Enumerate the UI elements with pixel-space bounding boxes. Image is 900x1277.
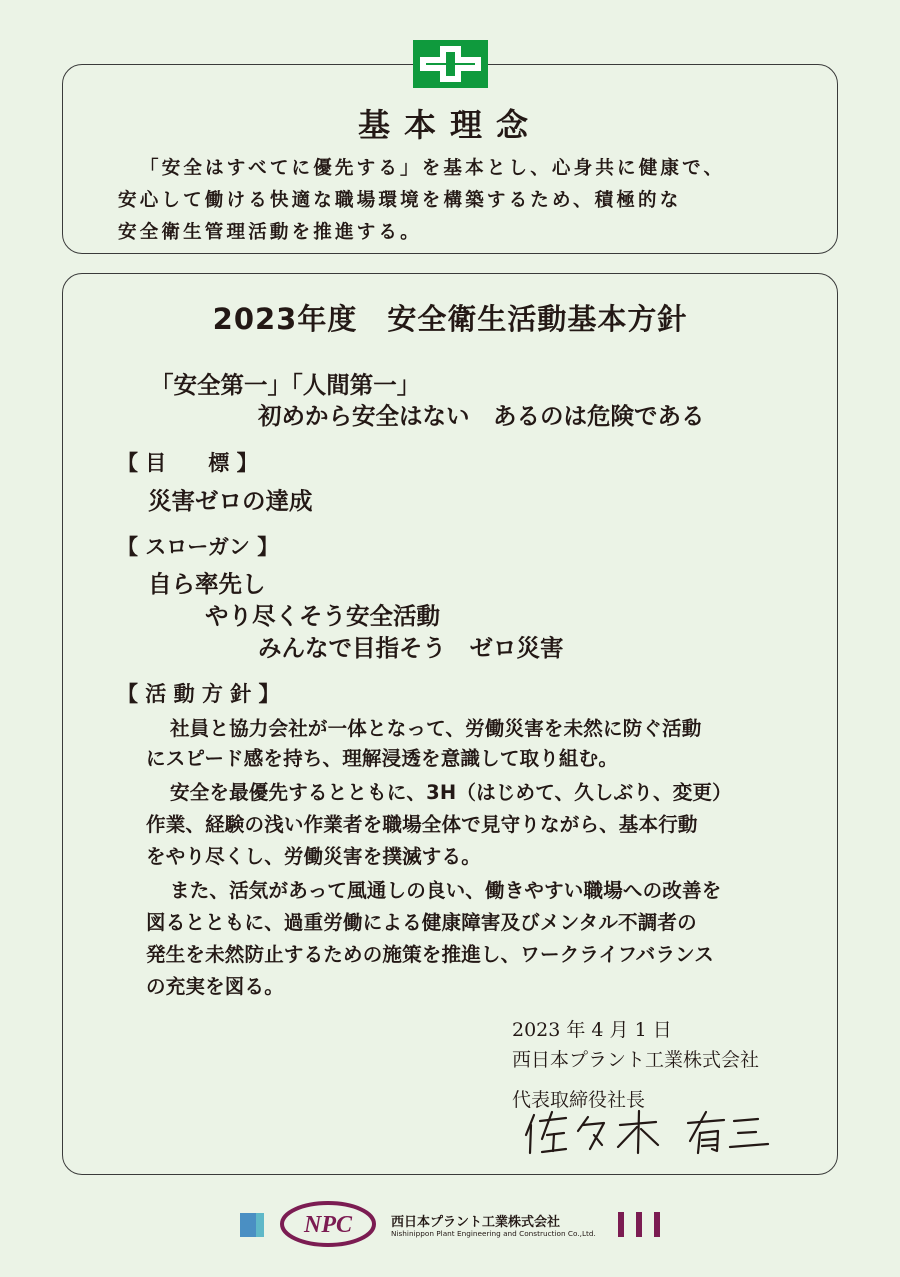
goal-text: 災害ゼロの達成 [148,487,313,515]
activity-line-2: にスピード感を持ち、理解浸透を意識して取り組む。 [146,747,619,770]
activity-line-7: 図るとともに、過重労働による健康障害及びメンタル不調者の [146,911,697,934]
slogan-label: 【 スローガン 】 [117,535,279,559]
npc-logo [278,1200,378,1252]
activity-label: 【 活 動 方 針 】 [117,682,280,706]
activity-line-5: をやり尽くし、労働災害を撲滅する。 [146,845,481,868]
goal-label: 【 目 標 】 [117,451,258,475]
signature-date: 2023 年 4 月 1 日 [512,1019,672,1041]
slogan-line-2: やり尽くそう安全活動 [205,602,440,630]
activity-line-3: 安全を最優先するとともに、3H（はじめて、久しぶり、変更） [170,781,732,804]
philosophy-heading: 基本理念 [357,106,542,144]
activity-line-8: 発生を未然防止するための施策を推進し、ワークライフバランス [146,943,714,966]
activity-line-9: の充実を図る。 [146,975,284,998]
policy-title: 2023年度 安全衛生活動基本方針 [212,302,688,336]
motto-line-2: 初めから安全はない あるのは危険である [258,402,705,430]
philosophy-line-2: 安心して働ける快適な職場環境を構築するため、積極的な [118,190,682,211]
signature-title: 代表取締役社長 [512,1089,646,1111]
philosophy-line-3: 安全衛生管理活動を推進する。 [118,222,422,243]
footer-company-en: Nishinippon Plant Engineering and Construction Co.,Ltd. [391,1229,596,1238]
signature-company: 西日本プラント工業株式会社 [512,1049,760,1071]
slogan-line-1: 自ら率先し [148,570,266,598]
footer-company-jp: 西日本プラント工業株式会社 [391,1215,561,1230]
green-cross-icon [413,40,488,88]
activity-line-4: 作業、経験の浅い作業者を職場全体で見守りながら、基本行動 [146,813,698,836]
blue-square-icon [240,1213,264,1237]
motto-line-1: 「安全第一」「人間第一」 [150,371,421,399]
slogan-line-3: みんなで目指そう ゼロ災害 [258,634,564,662]
svg-text:NPC: NPC [304,1212,352,1238]
activity-line-6: また、活気があって風通しの良い、働きやすい職場への改善を [170,879,722,902]
handwritten-signature [520,1105,780,1164]
philosophy-line-1: 「安全はすべてに優先する」を基本とし、心身共に健康で、 [140,158,726,179]
activity-line-1: 社員と協力会社が一体となって、労働災害を未然に防ぐ活動 [170,717,702,740]
